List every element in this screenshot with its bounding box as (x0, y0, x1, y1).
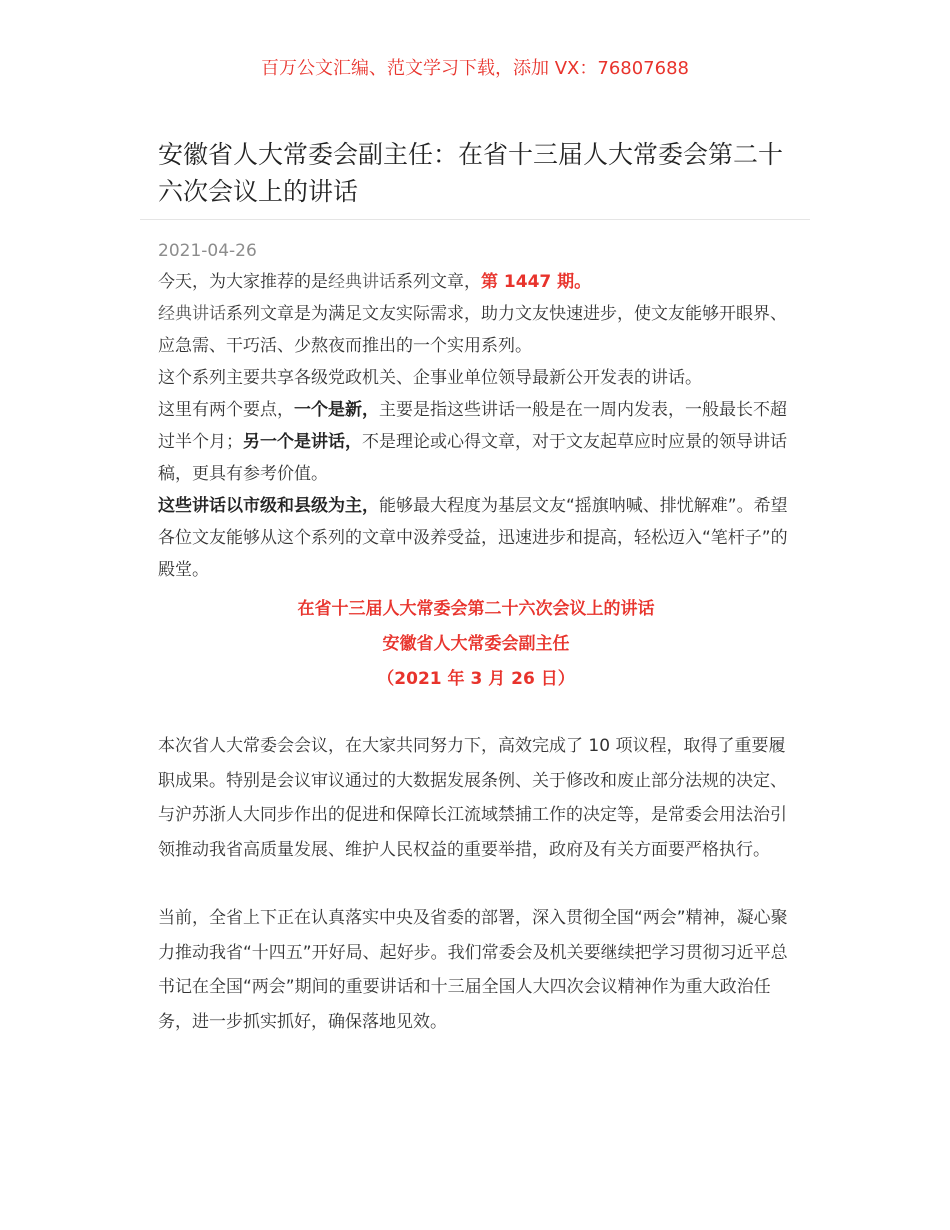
intro-paragraph-4 (158, 394, 794, 490)
speech-speaker: 安徽省人大常委会副主任 (382, 634, 570, 654)
series-name: 经典讲话 (328, 272, 396, 292)
speech-date: （2021 年 3 月 26 日） (377, 669, 575, 689)
speech-heading (158, 592, 794, 697)
speech-paragraph-2: 当前，全省上下正在认真落实中央及省委的部署，深入贯彻全国“两会”精神，凝心聚力推动我省“十四五”开好局、起好步。我们常委会及机关要继续把学习贯彻习近平总书记在全国“两会”期间的重要讲话和十三届全国人大四次会议精神作为重大政治任务，进一步抓实抓好，确保落地见效。 (158, 908, 788, 1032)
intro-text: 不是理论或心得文章，对于文友起草应时应景的领导讲话稿，更具有参考价值。 (158, 432, 787, 484)
speech-paragraph-1: 本次省人大常委会会议，在大家共同努力下，高效完成了 10 项议程，取得了重要履职成果。特别是会议审议通过的大数据发展条例、关于修改和废止部分法规的决定、与沪苏浙人大同步作出的促进和保障长江流域禁捕工作的决定等，是常委会用法治引领推动我省高质量发展、维护人民权益的重要举措，政府及有关方面要严格执行。 (158, 736, 787, 860)
intro-text: 这里有两个要点， (158, 400, 294, 420)
article-content (158, 266, 794, 1039)
speech-title: 在省十三届人大常委会第二十六次会议上的讲话 (297, 599, 655, 619)
intro-paragraph-5 (158, 490, 794, 586)
intro-paragraph-3: 这个系列主要共享各级党政机关、企事业单位领导最新公开发表的讲话。 (158, 368, 702, 388)
intro-paragraph-1 (158, 266, 794, 298)
title-divider (140, 219, 810, 220)
bold-point-new: 一个是新， (294, 400, 379, 420)
series-name: 经典讲话 (158, 304, 226, 324)
intro-text: 今天，为大家推荐的是 (158, 272, 328, 292)
intro-paragraph-2 (158, 298, 794, 362)
intro-text: 系列文章是为满足文友实际需求，助力文友快速进步，使文友能够开眼界、应急需、干巧活、少熬夜而推出的一个实用系列。 (158, 304, 787, 356)
bold-point-level: 这些讲话以市级和县级为主， (158, 496, 379, 516)
intro-text: 能够最大程度为基层文友“摇旗呐喊、排忧解难”。希望各位文友能够从这个系列的文章中汲养受益，迅速进步和提高，轻松迈入“笔杆子”的殿堂。 (158, 496, 788, 580)
intro-section (158, 266, 794, 586)
article-title: 安徽省人大常委会副主任：在省十三届人大常委会第二十六次会议上的讲话 (158, 140, 784, 206)
header-notice: 百万公文汇编、范文学习下载，添加 VX：76807688 (261, 58, 689, 79)
intro-text: 系列文章， (396, 272, 481, 292)
intro-text: 主要是指这些讲话一般是在一周内发表，一般最长不超过半个月； (158, 400, 787, 452)
bold-point-speech: 另一个是讲话， (243, 432, 362, 452)
article-date: 2021-04-26 (158, 241, 257, 261)
issue-number: 第 1447 期。 (481, 272, 592, 292)
